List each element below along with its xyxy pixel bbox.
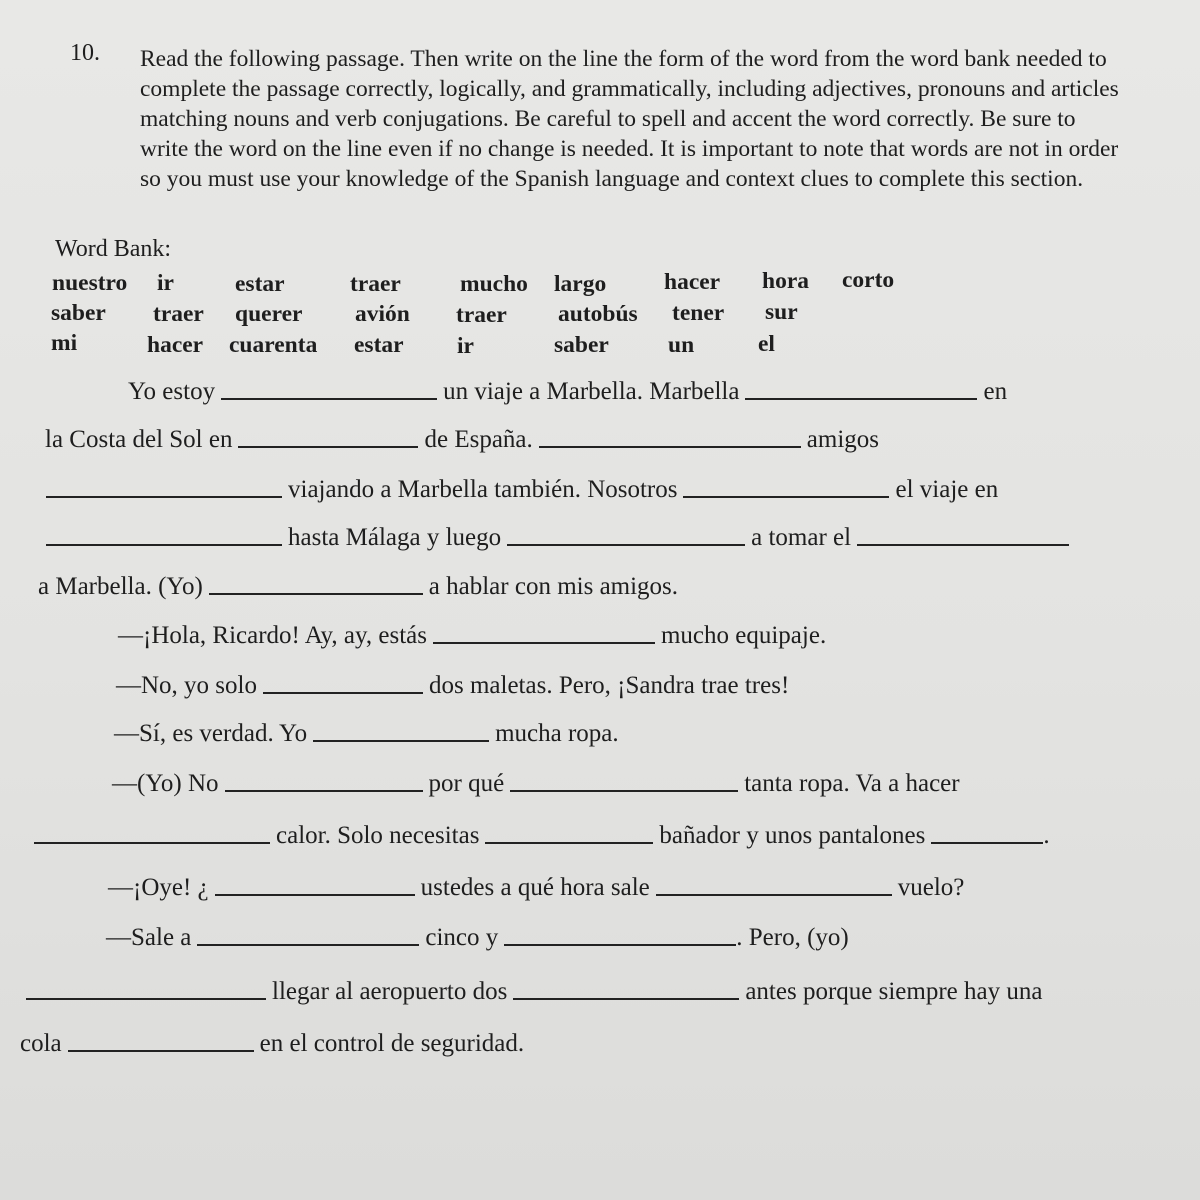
word-bank-word: el bbox=[758, 331, 775, 357]
passage-text: hasta Málaga y luego bbox=[288, 524, 502, 551]
word-bank-word: hora bbox=[762, 268, 809, 294]
passage-text: ustedes a qué hora sale bbox=[420, 874, 650, 901]
passage-text: —(Yo) No bbox=[112, 770, 219, 797]
word-bank-word: cuarenta bbox=[229, 332, 318, 358]
passage-text: mucha ropa. bbox=[495, 720, 619, 747]
answer-blank-13[interactable] bbox=[313, 714, 489, 742]
passage-line-5 bbox=[38, 567, 678, 601]
passage-text: . Pero, (yo) bbox=[736, 924, 849, 951]
passage-line-7 bbox=[116, 666, 789, 700]
passage-text: amigos bbox=[806, 426, 879, 453]
passage-line-1 bbox=[128, 372, 1007, 406]
answer-blank-22[interactable] bbox=[504, 918, 736, 946]
passage-text: cinco y bbox=[425, 924, 499, 951]
word-bank-word: autobús bbox=[558, 301, 638, 327]
question-number: 10. bbox=[70, 40, 100, 66]
instructions-text: Read the following passage. Then write on the line the form of the word from the word bank needed to complete the passage correctly, logically, and grammatically, including adjectives, pronouns and articles matching nouns and verb conjugations. Be careful to spell and accent the word correctly. Be sure to write the word on the line even if no change is needed. It is important to note that words are not in order so you must use your knowledge of the Spanish language and context clues to complete this section. bbox=[140, 46, 1119, 192]
passage-text: —¡Oye! ¿ bbox=[108, 874, 209, 901]
word-bank-word: mi bbox=[51, 330, 78, 356]
word-bank-word: traer bbox=[153, 301, 204, 327]
answer-blank-2[interactable] bbox=[745, 372, 977, 400]
passage-line-13 bbox=[20, 972, 1042, 1006]
answer-blank-1[interactable] bbox=[221, 372, 437, 400]
passage-text: —No, yo solo bbox=[116, 672, 257, 699]
passage-text: el viaje en bbox=[895, 476, 999, 503]
answer-blank-5[interactable] bbox=[46, 470, 282, 498]
passage-text: a hablar con mis amigos. bbox=[428, 573, 679, 600]
word-bank-word: hacer bbox=[664, 269, 721, 295]
word-bank-word: largo bbox=[554, 271, 607, 297]
passage-line-12 bbox=[106, 918, 849, 952]
passage-text: vuelo? bbox=[897, 874, 965, 901]
word-bank-word: hacer bbox=[147, 332, 204, 358]
word-bank-word: nuestro bbox=[52, 270, 128, 296]
answer-blank-6[interactable] bbox=[683, 470, 889, 498]
word-bank-word: estar bbox=[354, 332, 404, 358]
passage-text: bañador y unos pantalones bbox=[659, 822, 926, 849]
word-bank-word: estar bbox=[235, 271, 285, 297]
answer-blank-12[interactable] bbox=[263, 666, 423, 694]
passage-text: tanta ropa. Va a hacer bbox=[744, 770, 960, 797]
passage-line-8 bbox=[114, 714, 619, 748]
passage-text: mucho equipaje. bbox=[660, 622, 827, 649]
word-bank-word: corto bbox=[842, 267, 895, 293]
answer-blank-16[interactable] bbox=[34, 816, 270, 844]
answer-blank-19[interactable] bbox=[215, 868, 415, 896]
answer-blank-10[interactable] bbox=[209, 567, 423, 595]
passage-text: de España. bbox=[424, 426, 533, 453]
word-bank-word: tener bbox=[672, 300, 725, 326]
passage-text: Yo estoy bbox=[128, 378, 216, 405]
passage-line-6 bbox=[118, 616, 826, 650]
answer-blank-20[interactable] bbox=[656, 868, 892, 896]
passage-text: a tomar el bbox=[751, 524, 852, 551]
passage-line-4 bbox=[40, 518, 1075, 552]
passage-line-3 bbox=[40, 470, 998, 504]
passage-line-9 bbox=[112, 764, 960, 798]
word-bank-word: ir bbox=[457, 333, 474, 359]
answer-blank-23[interactable] bbox=[26, 972, 266, 1000]
word-bank-word: ir bbox=[157, 270, 174, 296]
answer-blank-25[interactable] bbox=[68, 1024, 254, 1052]
word-bank-word: querer bbox=[235, 301, 303, 327]
word-bank-word: traer bbox=[350, 271, 401, 297]
passage-text: —¡Hola, Ricardo! Ay, ay, estás bbox=[118, 622, 427, 649]
answer-blank-21[interactable] bbox=[197, 918, 419, 946]
answer-blank-17[interactable] bbox=[485, 816, 653, 844]
passage-text: en el control de seguridad. bbox=[259, 1030, 525, 1057]
passage-text: un viaje a Marbella. Marbella bbox=[443, 378, 740, 405]
passage-line-2 bbox=[45, 420, 879, 454]
passage-text: por qué bbox=[428, 770, 505, 797]
passage-line-14 bbox=[20, 1024, 524, 1058]
word-bank-word: traer bbox=[456, 302, 507, 328]
answer-blank-24[interactable] bbox=[513, 972, 739, 1000]
passage-text: la Costa del Sol en bbox=[45, 426, 233, 453]
answer-blank-8[interactable] bbox=[507, 518, 745, 546]
word-bank-word: saber bbox=[554, 332, 609, 358]
word-bank-word: sur bbox=[765, 299, 798, 325]
passage-text: viajando a Marbella también. Nosotros bbox=[288, 476, 678, 503]
answer-blank-7[interactable] bbox=[46, 518, 282, 546]
answer-blank-4[interactable] bbox=[539, 420, 801, 448]
passage-text: llegar al aeropuerto dos bbox=[272, 978, 508, 1005]
passage-text: calor. Solo necesitas bbox=[276, 822, 480, 849]
passage-text: —Sale a bbox=[106, 924, 192, 951]
word-bank-title: Word Bank: bbox=[55, 236, 172, 262]
passage-text: dos maletas. Pero, ¡Sandra trae tres! bbox=[428, 672, 790, 699]
passage-text: a Marbella. (Yo) bbox=[38, 573, 203, 600]
passage-line-11 bbox=[108, 868, 964, 902]
passage-text: cola bbox=[20, 1030, 62, 1057]
answer-blank-14[interactable] bbox=[225, 764, 423, 792]
answer-blank-15[interactable] bbox=[510, 764, 738, 792]
answer-blank-9[interactable] bbox=[857, 518, 1069, 546]
passage-text: en bbox=[983, 378, 1008, 405]
passage-text: —Sí, es verdad. Yo bbox=[114, 720, 308, 747]
passage-text: . bbox=[1043, 822, 1050, 849]
word-bank-word: saber bbox=[51, 300, 106, 326]
answer-blank-18[interactable] bbox=[931, 816, 1043, 844]
answer-blank-3[interactable] bbox=[238, 420, 418, 448]
word-bank-word: mucho bbox=[460, 271, 528, 297]
word-bank-word: un bbox=[668, 332, 695, 358]
passage-line-10 bbox=[28, 816, 1050, 850]
passage-text: antes porque siempre hay una bbox=[745, 978, 1043, 1005]
word-bank-word: avión bbox=[355, 301, 410, 327]
answer-blank-11[interactable] bbox=[433, 616, 655, 644]
